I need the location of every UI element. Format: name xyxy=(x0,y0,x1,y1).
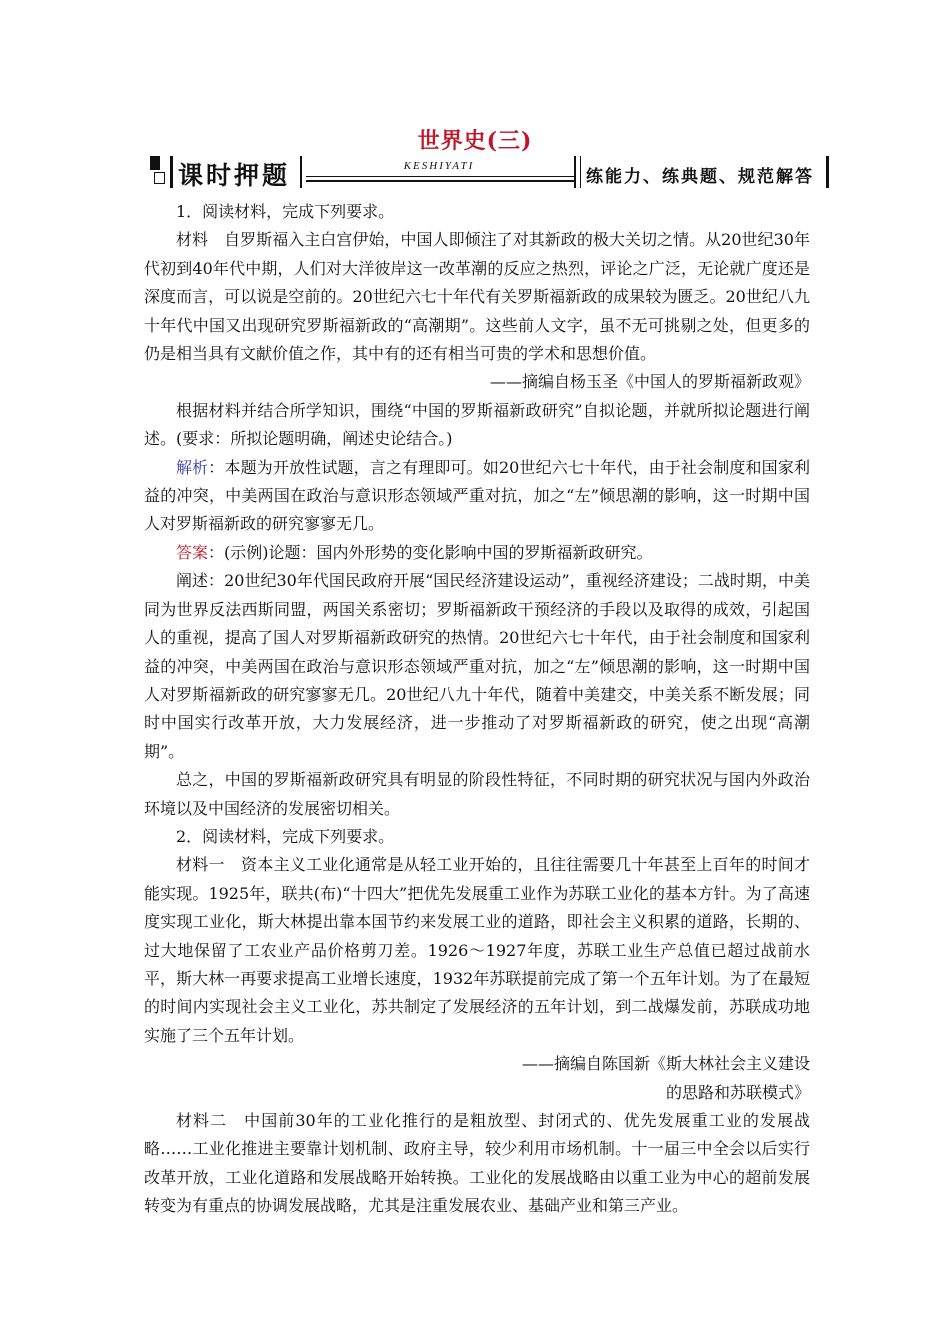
section-banner xyxy=(146,154,834,190)
banner-divider xyxy=(826,156,829,188)
page-title: 世界史(三) xyxy=(417,128,533,154)
answer-paragraph xyxy=(144,539,810,567)
analysis-text: ：本题为开放性试题，言之有理即可。如20世纪六七十年代，由于社会制度和国家利益的冲突，中美两国在政治与意识形态领域严重对抗，加之“左”倾思潮的影响，这一时期中国人对罗斯福新政的研究寥寥无几。 xyxy=(144,457,810,534)
banner-outline-square-icon xyxy=(154,172,165,184)
analysis-paragraph xyxy=(144,454,810,539)
banner-middle-label: KESHIYATI xyxy=(403,160,475,172)
summary-text: 总之，中国的罗斯福新政研究具有明显的阶段性特征，不同时期的研究状况与国内外政治环境以及中国经济的发展密切相关。 xyxy=(144,770,810,818)
banner-square-icon xyxy=(150,156,160,170)
question-prompt: 2．阅读材料，完成下列要求。 xyxy=(176,826,395,846)
material-text: 材料一 资本主义工业化通常是从轻工业开始的，且往往需要几十年甚至上百年的时间才能实现。1925年，联共(布)“十四大”把优先发展重工业作为苏联工业化的基本方针。为了高速度实现工业化，斯大林提出靠本国节约来发展工业的道路，即社会主义积累的道路，长期的、过大地保留了工农业产品价格剪刀差。1926～1927年度，苏联工业生产总值已超过战前水平，斯大林一再要求提高工业增长速度，1932年苏联提前完成了第一个五年计划。为了在最短的时间内实现社会主义工业化，苏共制定了发展经济的五年计划，到二战爆发前，苏联成功地实施了三个五年计划。 xyxy=(144,855,810,1045)
answer-text: ：(示例)论题：国内外形势的变化影响中国的罗斯福新政研究。 xyxy=(208,542,653,562)
banner-divider xyxy=(574,156,576,188)
banner-divider xyxy=(300,156,302,188)
banner-left-label: 课时押题 xyxy=(178,161,291,190)
document-body xyxy=(144,198,810,1221)
elaboration-text: 阐述：20世纪30年代国民政府开展“国民经济建设运动”，重视经济建设；二战时期，中美同为世界反法西斯同盟，两国关系密切；罗斯福新政干预经济的手段以及取得的成效，引起国人的重视，提高了国人对罗斯福新政研究的热情。20世纪六七十年代，由于社会制度和国家利益的冲突，中美两国在政治与意识形态领域严重对抗，加之“左”倾思潮的影响，这一时期中国人对罗斯福新政的研究寥寥无几。20世纪八九十年代，随着中美建交，中美关系不断发展；同时中国实行改革开放，大力发展经济，进一步推动了对罗斯福新政的研究，使之出现“高潮期”。 xyxy=(144,571,810,761)
material-source: ——摘编自陈国新《斯大林社会主义建设 xyxy=(521,1054,810,1074)
material-source: ——摘编自杨玉圣《中国人的罗斯福新政观》 xyxy=(489,372,810,392)
answer-label: 答案 xyxy=(176,542,209,562)
material-text: 材料二 中国前30年的工业化推行的是粗放型、封闭式的、优先发展重工业的发展战略……工业化推进主要靠计划机制、政府主导，较少利用市场机制。十一届三中全会以后实行改革开放，工业化道路和发展战略开始转换。工业化的发展战略由以重工业为中心的超前发展转变为有重点的协调发展战略，尤其是注重发展农业、基础产业和第三产业。 xyxy=(144,1111,810,1216)
material-text: 材料 自罗斯福入主白宫伊始，中国人即倾注了对其新政的极大关切之情。从20世纪30年代初到40年代中期，人们对大洋彼岸这一改革潮的反应之热烈，评论之广泛，无论就广度还是深度而言，可以说是空前的。20世纪六七十年代有关罗斯福新政的成果较为匮乏。20世纪八九十年代中国又出现研究罗斯福新政的“高潮期”。这些前人文字，虽不无可挑剔之处，但更多的仍是相当具有文献价值之作，其中有的还有相当可贵的学术和思想价值。 xyxy=(144,230,810,364)
banner-right-label: 练能力、练典题、规范解答 xyxy=(586,167,814,187)
banner-divider xyxy=(170,156,173,188)
analysis-label: 解析 xyxy=(176,457,209,477)
banner-rule xyxy=(306,180,574,182)
banner-rule xyxy=(306,176,574,177)
banner-divider xyxy=(580,156,581,188)
question-task: 根据材料并结合所学知识，围绕“中国的罗斯福新政研究”自拟论题，并就所拟论题进行阐述。(要求：所拟论题明确，阐述史论结合。) xyxy=(144,400,810,449)
material-source: 的思路和苏联模式》 xyxy=(665,1082,810,1102)
question-prompt: 1．阅读材料，完成下列要求。 xyxy=(176,202,395,221)
